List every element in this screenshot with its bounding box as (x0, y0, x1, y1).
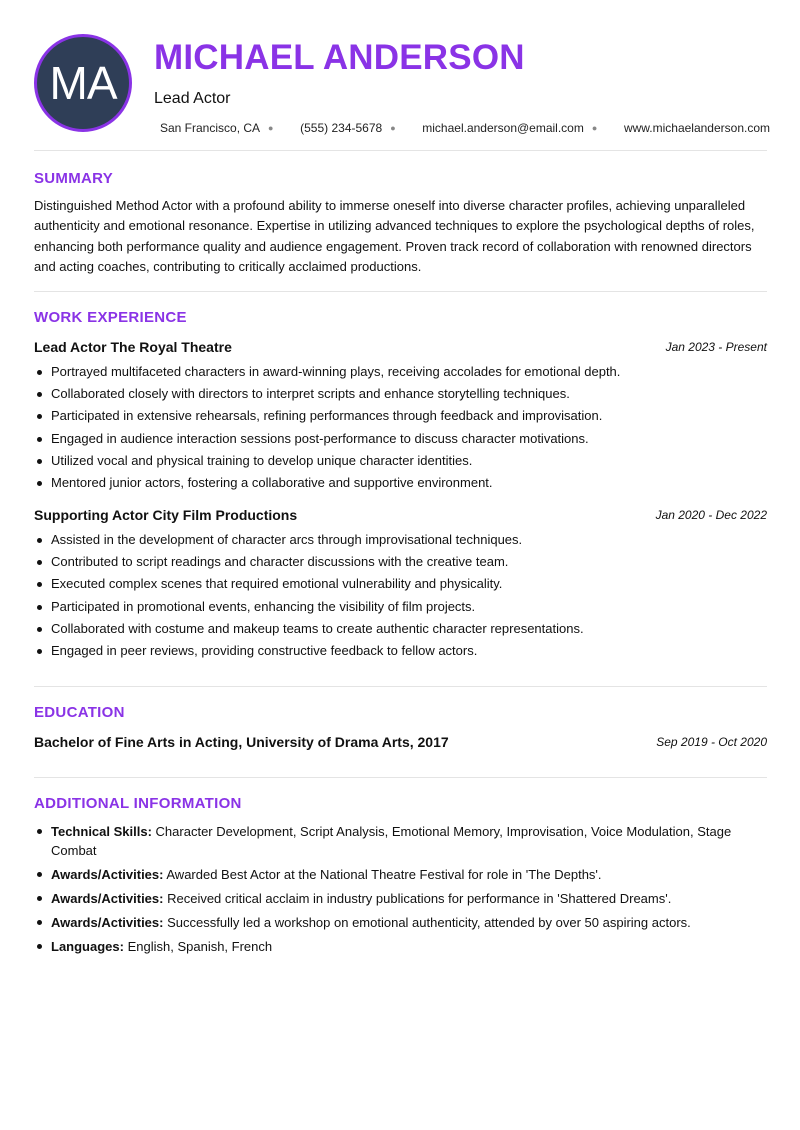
candidate-name: MICHAEL ANDERSON (154, 38, 525, 77)
item-label: Awards/Activities: (51, 915, 164, 930)
list-item: Portrayed multifaceted characters in award-winning plays, receiving accolades for emotional depth. (34, 361, 767, 383)
contact-website[interactable]: www.michaelanderson.com (623, 121, 770, 135)
job-bullets (34, 361, 767, 494)
job-role: Lead Actor (34, 339, 107, 355)
additional-info-list (34, 822, 767, 961)
contact-email[interactable]: michael.anderson@email.com (422, 121, 584, 135)
contact-phone-item (300, 120, 396, 137)
resume-page (34, 0, 770, 954)
resume-header (34, 0, 770, 150)
work-experience-heading: WORK EXPERIENCE (34, 309, 187, 326)
item-label: Languages: (51, 939, 124, 954)
item-label: Awards/Activities: (51, 891, 164, 906)
additional-info-heading: ADDITIONAL INFORMATION (34, 795, 242, 812)
divider (34, 150, 767, 151)
divider (34, 686, 767, 687)
list-item: Engaged in audience interaction sessions post-performance to discuss character motivations. (34, 428, 767, 450)
bullet-separator: ● (591, 123, 598, 133)
list-item: Executed complex scenes that required emotional vulnerability and physicality. (34, 573, 767, 595)
list-item: Mentored junior actors, fostering a collaborative and supportive environment. (34, 472, 767, 494)
bullet-separator: ● (390, 123, 396, 133)
divider (34, 291, 767, 292)
list-item: Participated in extensive rehearsals, refining performances through feedback and improvisation. (34, 405, 767, 427)
item-label: Technical Skills: (51, 824, 152, 839)
bullet-separator: ● (268, 123, 274, 133)
list-item: Collaborated closely with directors to interpret scripts and enhance storytelling techniques. (34, 383, 767, 405)
item-text: Successfully led a workshop on emotional authenticity, attended by over 50 aspiring actors. (167, 915, 691, 930)
item-label: Awards/Activities: (51, 867, 164, 882)
avatar-initials: MA (49, 57, 117, 109)
list-item (34, 822, 767, 860)
contact-phone: (555) 234-5678 (300, 121, 383, 135)
list-item: Utilized vocal and physical training to develop unique character identities. (34, 450, 767, 472)
summary-heading: SUMMARY (34, 170, 114, 187)
education-heading: EDUCATION (34, 704, 125, 721)
contact-email-item (422, 120, 597, 137)
item-text: Awarded Best Actor at the National Theatre Festival for role in 'The Depths'. (166, 867, 602, 882)
list-item (34, 865, 767, 884)
contact-location-item (160, 120, 273, 137)
divider (34, 777, 767, 778)
candidate-title: Lead Actor (154, 90, 231, 107)
list-item: Contributed to script readings and character discussions with the creative team. (34, 551, 767, 573)
list-item: Engaged in peer reviews, providing constructive feedback to fellow actors. (34, 640, 767, 662)
summary-text: Distinguished Method Actor with a profound ability to immerse oneself into diverse character profiles, achieving unparalleled authenticity and emotional resonance. Expertise in utilizing advanced techniques to explore the psychological depths of roles, enhancing both performance quality and audience engagement. Proven track record of collaboration with renowned directors and acting coaches, contributing to critically acclaimed productions. (34, 198, 755, 274)
education-entry (34, 733, 767, 751)
list-item (34, 889, 767, 908)
list-item: Collaborated with costume and makeup teams to create authentic character representations. (34, 618, 767, 640)
list-item: Assisted in the development of character arcs through improvisational techniques. (34, 529, 767, 551)
job-dates: Jan 2020 - Dec 2022 (655, 508, 767, 522)
job-header (34, 506, 767, 524)
job-role: Supporting Actor (34, 507, 149, 523)
job-company: The Royal Theatre (110, 339, 232, 355)
education-dates: Sep 2019 - Oct 2020 (656, 735, 767, 749)
job-dates: Jan 2023 - Present (665, 340, 767, 354)
job-header (34, 338, 767, 356)
contact-location: San Francisco, CA (160, 121, 261, 135)
education-degree: Bachelor of Fine Arts in Acting, University of Drama Arts, 2017 (34, 734, 449, 750)
item-text: Character Development, Script Analysis, Emotional Memory, Improvisation, Voice Modulation, Stage Combat (51, 824, 732, 858)
job-company: City Film Productions (152, 507, 298, 523)
list-item: Participated in promotional events, enhancing the visibility of film projects. (34, 596, 767, 618)
list-item (34, 937, 767, 956)
contact-line (160, 120, 770, 137)
list-item (34, 913, 767, 932)
item-text: Received critical acclaim in industry publications for performance in 'Shattered Dreams'. (167, 891, 672, 906)
avatar (34, 34, 132, 132)
job-bullets (34, 529, 767, 662)
item-text: English, Spanish, French (127, 939, 273, 954)
